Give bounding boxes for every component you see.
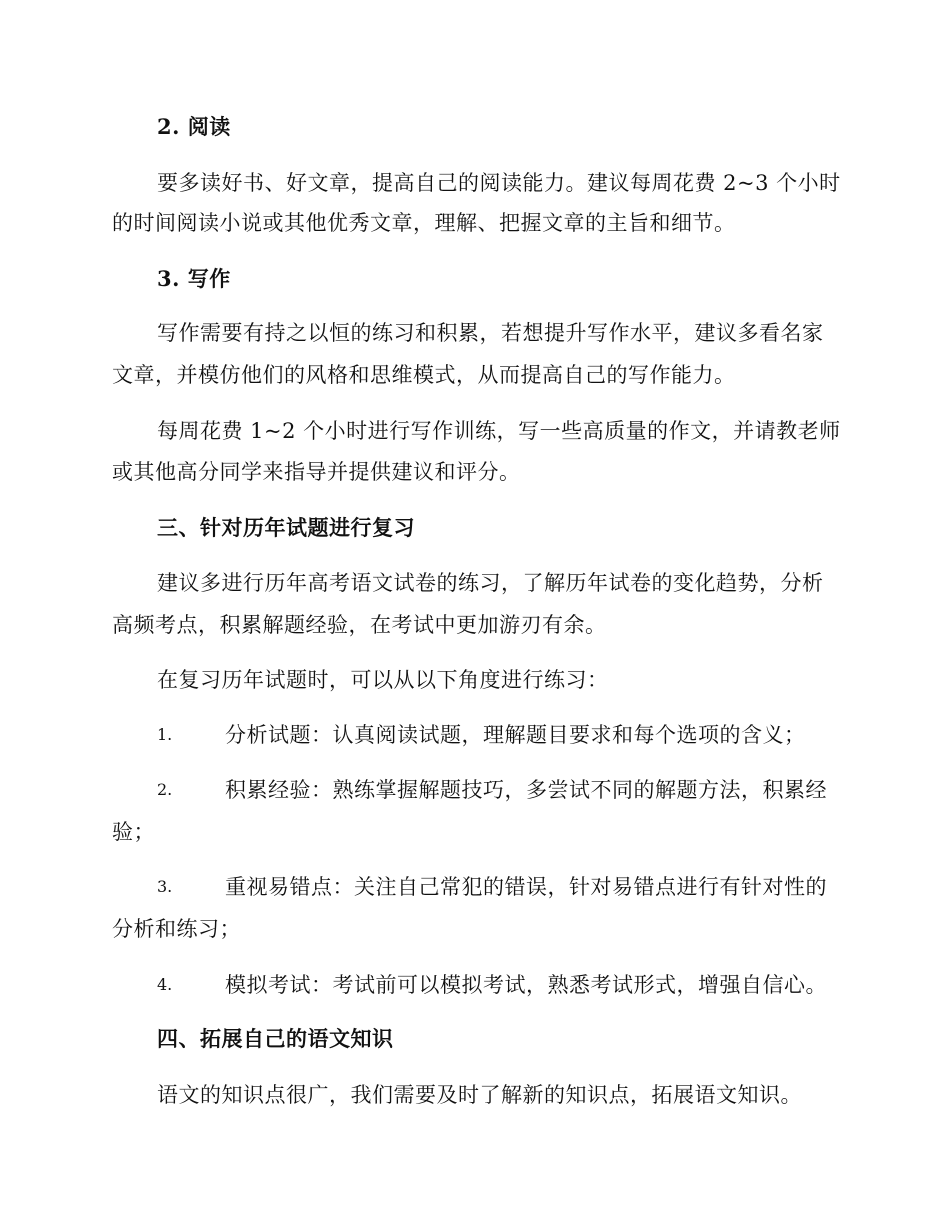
list-item-number: 2. bbox=[157, 780, 173, 799]
section-heading-writing: 3. 写作 bbox=[157, 266, 231, 291]
list-item-text: 重视易错点：关注自己常犯的错误，针对易错点进行有针对性的 bbox=[225, 875, 827, 899]
paragraph-writing2-line1: 每周花费 1~2 个小时进行写作训练，写一些高质量的作文，并请教老师 bbox=[157, 419, 841, 443]
list-item-text-continued: 验； bbox=[112, 820, 155, 844]
list-item-number: 3. bbox=[157, 877, 173, 896]
list-item-text-continued: 分析和练习； bbox=[112, 917, 241, 941]
list-item-text: 积累经验：熟练掌握解题技巧，多尝试不同的解题方法，积累经 bbox=[225, 778, 827, 802]
section-heading-review: 三、针对历年试题进行复习 bbox=[157, 515, 415, 540]
paragraph-writing2-line2: 或其他高分同学来指导并提供建议和评分。 bbox=[112, 460, 521, 484]
paragraph-reading-line1: 要多读好书、好文章，提高自己的阅读能力。建议每周花费 2~3 个小时 bbox=[157, 171, 841, 195]
paragraph-reading-line2: 的时间阅读小说或其他优秀文章，理解、把握文章的主旨和细节。 bbox=[112, 211, 736, 235]
paragraph-writing1-line2: 文章，并模仿他们的风格和思维模式，从而提高自己的写作能力。 bbox=[112, 363, 736, 387]
paragraph-review2: 在复习历年试题时，可以从以下角度进行练习： bbox=[157, 668, 609, 692]
list-item-text: 分析试题：认真阅读试题，理解题目要求和每个选项的含义； bbox=[225, 723, 806, 747]
paragraph-review1-line1: 建议多进行历年高考语文试卷的练习，了解历年试卷的变化趋势，分析 bbox=[157, 571, 824, 595]
list-item-number: 4. bbox=[157, 975, 173, 994]
list-item-text: 模拟考试：考试前可以模拟考试，熟悉考试形式，增强自信心。 bbox=[225, 973, 827, 997]
section-heading-knowledge: 四、拓展自己的语文知识 bbox=[157, 1026, 394, 1051]
paragraph-writing1-line1: 写作需要有持之以恒的练习和积累，若想提升写作水平，建议多看名家 bbox=[157, 321, 824, 345]
document-page bbox=[112, 0, 841, 1230]
paragraph-knowledge: 语文的知识点很广，我们需要及时了解新的知识点，拓展语文知识。 bbox=[157, 1083, 802, 1107]
list-item-number: 1. bbox=[157, 725, 173, 744]
section-heading-reading: 2. 阅读 bbox=[157, 114, 231, 139]
paragraph-review1-line2: 高频考点，积累解题经验，在考试中更加游刃有余。 bbox=[112, 613, 607, 637]
